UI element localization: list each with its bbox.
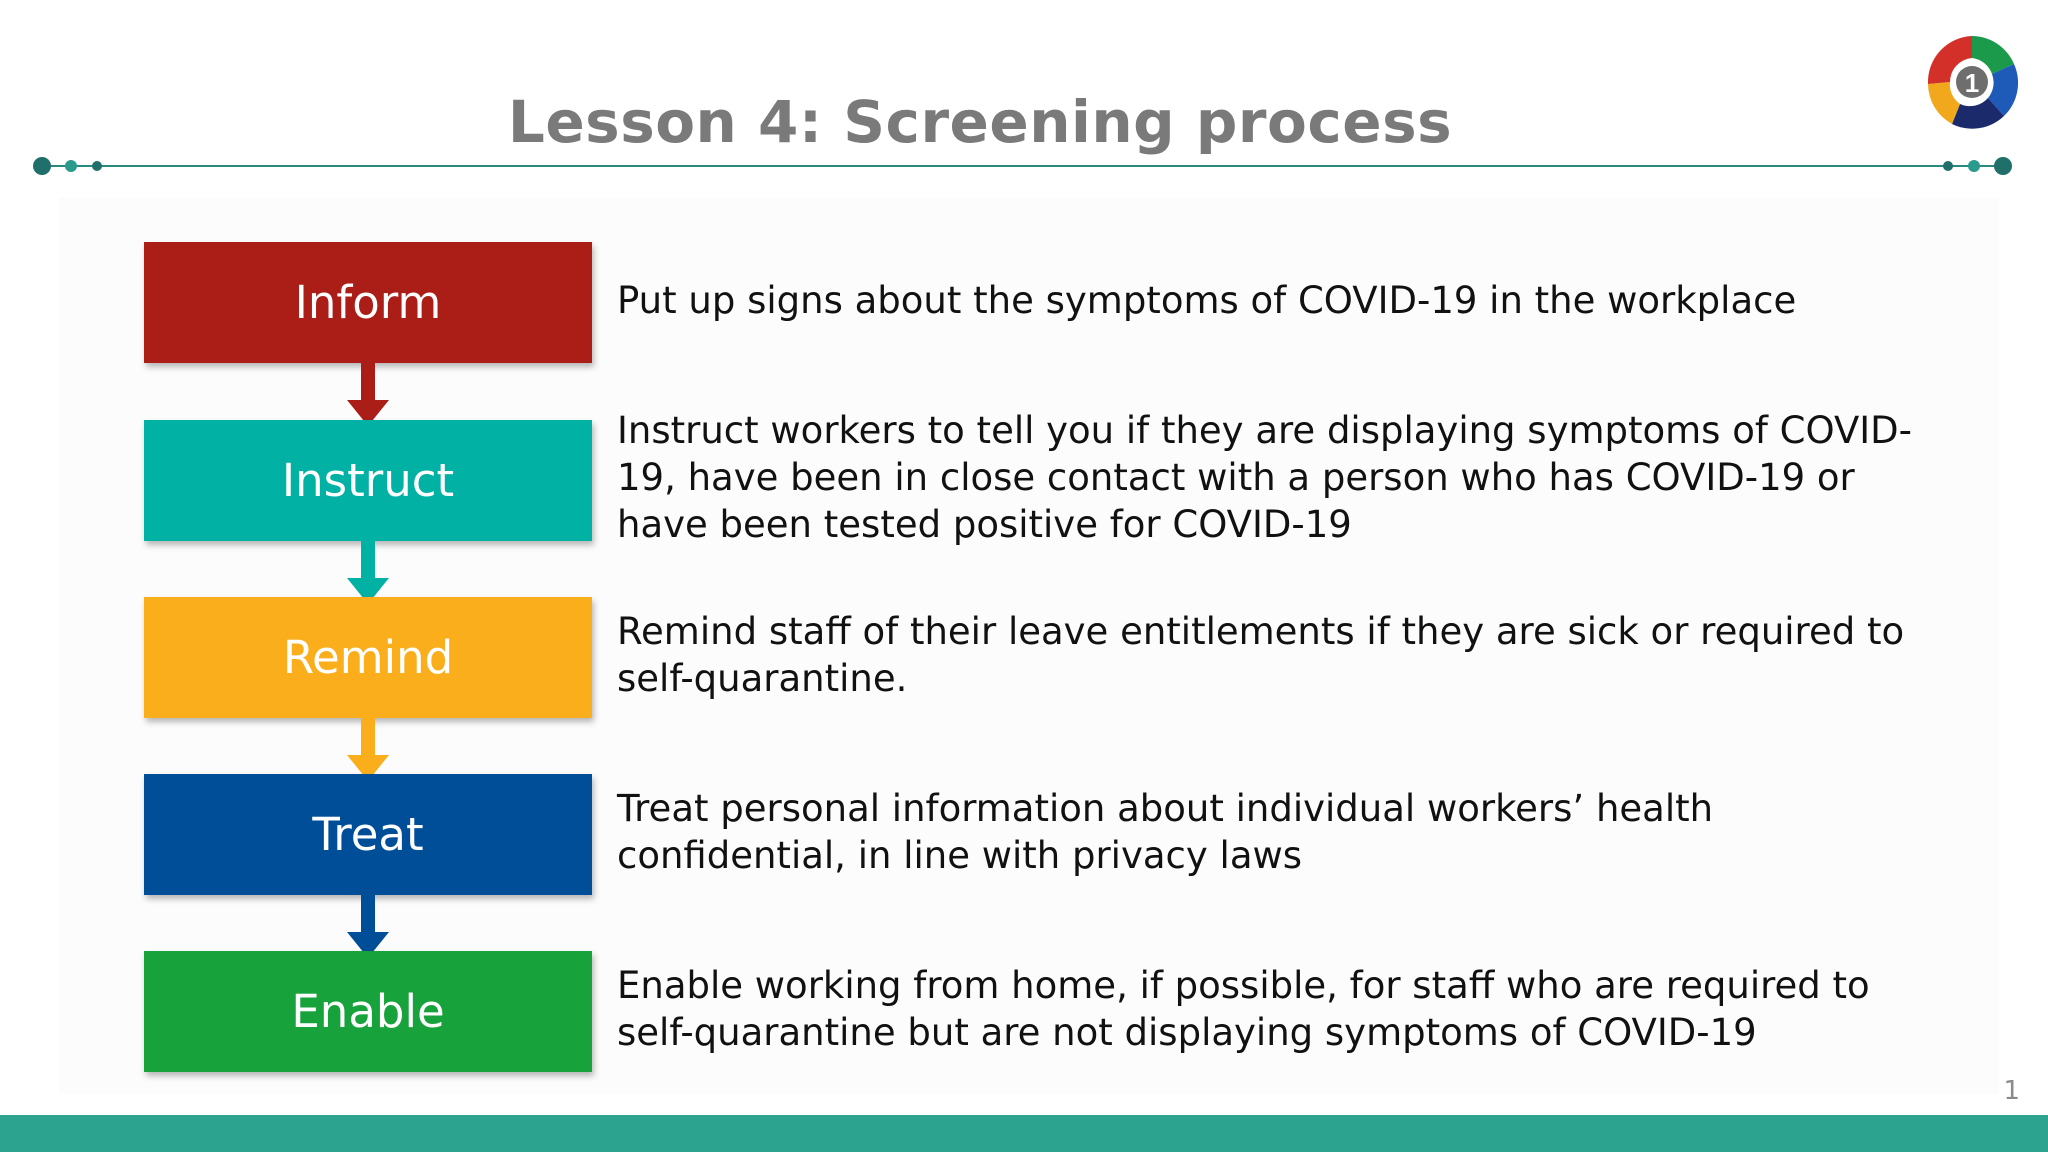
page-number: 1 [2003,1076,2020,1106]
footer-band [0,1115,2048,1152]
step-treat-description: Treat personal information about individual workers’ health confidential, in line with privacy laws [617,787,1714,877]
slide-title: Lesson 4: Screening process [507,88,1453,156]
arrow-down-icon [347,894,389,958]
step-instruct-box [144,420,592,541]
arrow-down-icon [347,540,389,604]
step-label: Inform [294,276,442,329]
rule-dot-left-small [92,161,102,171]
step-treat-box [144,774,592,895]
step-instruct-description: Instruct workers to tell you if they are displaying symptoms of COVID-19, have been in close contact with a person who has COVID-19 or have been tested positive for COVID-19 [617,409,1913,546]
title-rule [0,0,2048,200]
rule-dot-left-medium [65,160,77,172]
step-enable-description: Enable working from home, if possible, for staff who are required to self-quarantine but are not displaying symptoms of COVID-19 [617,964,1870,1054]
step-inform-description: Put up signs about the symptoms of COVID-19 in the workplace [617,279,1797,322]
rule-dot-left-large [33,157,51,175]
step-remind-description: Remind staff of their leave entitlements if they are sick or required to self-quarantine. [617,610,1905,700]
logo-number: 1 [1964,68,1980,98]
rule-dot-right-small [1943,161,1953,171]
step-enable-box [144,951,592,1072]
step-label: Treat [312,808,424,861]
step-label: Remind [282,631,454,684]
step-label: Enable [291,985,445,1038]
arrow-down-icon [347,362,389,426]
step-label: Instruct [281,454,455,507]
step-remind-box [144,597,592,718]
rule-dot-right-medium [1968,160,1980,172]
organization-logo-icon [1922,32,2022,132]
step-inform-box [144,242,592,363]
arrow-down-icon [347,717,389,781]
rule-dot-right-large [1994,157,2012,175]
